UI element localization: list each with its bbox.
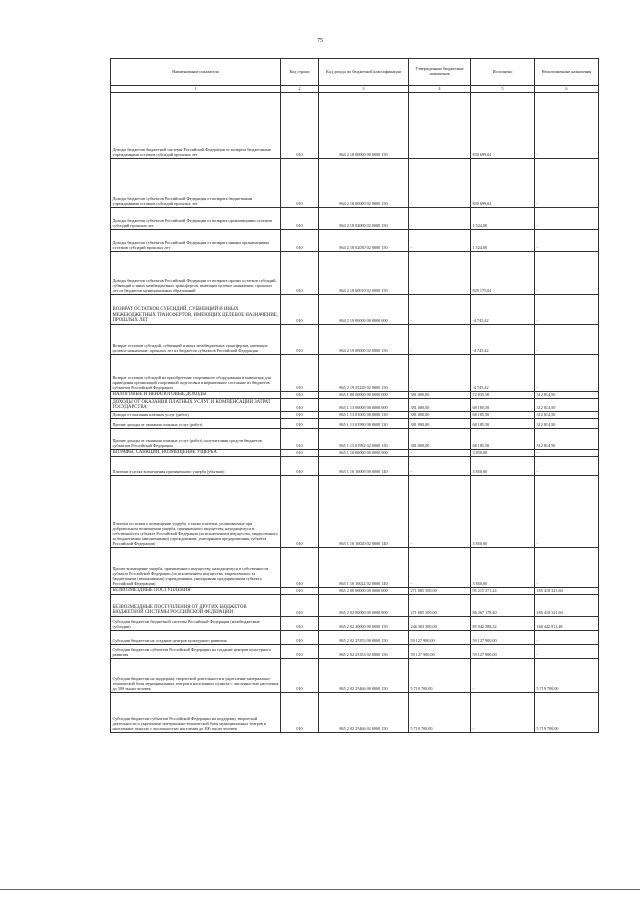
row-revenue-code: 864 2 18 60010 02 0000 150: [319, 252, 409, 295]
row-remaining: 312 814,50: [535, 399, 599, 412]
row-remaining: -: [535, 93, 599, 159]
row-line-code: 010: [281, 588, 319, 595]
row-indicator-name: Доходы от оказания платных услуг (работ): [111, 412, 281, 419]
row-indicator-name: Субсидии бюджетам субъектов Российской Федерации на поддержку творческой деятельности и укрепление материально-технической базы муниципальных театров в населенных пунктах с численностью населения до 300 тысяч человек: [111, 693, 281, 733]
row-approved: 5 719 700,00: [409, 659, 471, 693]
row-indicator-name: Субсидии бюджетам на создание центров культурного развития: [111, 631, 281, 645]
row-indicator-name: Прочие доходы от оказания платных услуг (работ): [111, 419, 281, 429]
table-row: [111, 595, 599, 617]
header-approved: Утвержденные бюджетные назначения: [409, 59, 471, 86]
table-row: [111, 476, 599, 548]
row-executed: -4 745,42: [471, 325, 535, 355]
row-executed: -: [471, 693, 535, 733]
page-bottom-rule: [0, 889, 640, 890]
row-approved: 381 000,00: [409, 399, 471, 412]
table-row: [111, 457, 599, 476]
row-indicator-name: Платежи в целях возмещения причиненного ущерба (убытков): [111, 457, 281, 476]
row-remaining: -: [535, 450, 599, 457]
row-revenue-code: 865 2 00 00000 00 0000 000: [319, 588, 409, 595]
row-indicator-name: ВОЗВРАТ ОСТАТКОВ СУБСИДИЙ, СУБВЕНЦИЙ И ИНЫХ МЕЖБЮДЖЕТНЫХ ТРАНСФЕРТОВ, ИМЕЮЩИХ ЦЕЛЕВОЕ НАЗНАЧЕНИЕ, ПРОШЛЫХ ЛЕТ: [111, 295, 281, 325]
row-executed: 59 127 900,00: [471, 631, 535, 645]
row-line-code: 010: [281, 252, 319, 295]
table-row: [111, 399, 599, 412]
row-revenue-code: 865 1 16 10022 02 0000 140: [319, 548, 409, 588]
row-executed: 829 175,04: [471, 252, 535, 295]
row-indicator-name: Доходы бюджетов бюджетной системы Российской Федерации от возврата бюджетными учреждениями остатков субсидий прошлых лет: [111, 93, 281, 159]
row-indicator-name: Доходы бюджетов субъектов Российской Федерации от возврата иными организациями остатков субсидий прошлых лет: [111, 230, 281, 252]
row-approved: -: [409, 159, 471, 208]
row-remaining: -: [535, 159, 599, 208]
table-row: [111, 450, 599, 457]
row-approved: 246 303 500,00: [409, 617, 471, 631]
table-row: [111, 159, 599, 208]
row-line-code: 010: [281, 693, 319, 733]
row-revenue-code: 864 2 18 00000 00 0000 150: [319, 93, 409, 159]
table-row: [111, 208, 599, 230]
row-executed: 72 035,50: [471, 392, 535, 399]
row-revenue-code: 865 1 00 00000 00 0000 000: [319, 392, 409, 399]
column-index: 6: [535, 86, 599, 93]
row-indicator-name: БЕЗВОЗМЕЗДНЫЕ ПОСТУПЛЕНИЯ: [111, 588, 281, 595]
row-remaining: 160 442 911,48: [535, 617, 599, 631]
row-approved: 59 127 900,00: [409, 631, 471, 645]
row-line-code: 010: [281, 392, 319, 399]
row-approved: -: [409, 252, 471, 295]
table-header-row: [111, 59, 599, 86]
row-executed: 3 850,00: [471, 476, 535, 548]
row-remaining: -: [535, 645, 599, 659]
row-executed: 68 185,50: [471, 429, 535, 450]
row-approved: 381 000,00: [409, 392, 471, 399]
row-line-code: 010: [281, 93, 319, 159]
row-remaining: -: [535, 230, 599, 252]
row-remaining: -: [535, 476, 599, 548]
table-row: [111, 617, 599, 631]
row-remaining: -: [535, 355, 599, 392]
column-index: 4: [409, 86, 471, 93]
row-approved: 5 719 700,00: [409, 693, 471, 733]
row-approved: 381 000,00: [409, 429, 471, 450]
row-executed: 59 127 900,00: [471, 645, 535, 659]
row-indicator-name: Субсидии бюджетам бюджетной системы Российской Федерации (межбюджетные субсидии): [111, 617, 281, 631]
header-revenue-code: Код дохода по бюджетной классификации: [319, 59, 409, 86]
table-row: [111, 659, 599, 693]
table-row: [111, 355, 599, 392]
row-line-code: 010: [281, 295, 319, 325]
row-revenue-code: 865 2 02 20000 00 0000 150: [319, 617, 409, 631]
row-revenue-code: 865 2 02 00000 00 0000 000: [319, 595, 409, 617]
row-remaining: 5 719 700,00: [535, 659, 599, 693]
row-line-code: 010: [281, 659, 319, 693]
row-remaining: 5 719 700,00: [535, 693, 599, 733]
table-body: [111, 93, 599, 733]
row-line-code: 010: [281, 208, 319, 230]
row-revenue-code: 864 2 18 02030 02 0000 150: [319, 230, 409, 252]
row-executed: 3 850,00: [471, 457, 535, 476]
row-remaining: -: [535, 295, 599, 325]
page-number: 75: [317, 38, 323, 44]
row-approved: -: [409, 457, 471, 476]
row-line-code: 010: [281, 548, 319, 588]
row-executed: 85 942 588,52: [471, 617, 535, 631]
row-revenue-code: 864 2 19 00000 02 0000 150: [319, 325, 409, 355]
table-row: [111, 429, 599, 450]
row-revenue-code: 865 1 16 10020 02 0000 140: [319, 476, 409, 548]
row-revenue-code: 864 2 18 02000 02 0000 150: [319, 208, 409, 230]
row-remaining: 312 814,50: [535, 392, 599, 399]
row-remaining: -: [535, 631, 599, 645]
revenue-report-table: [110, 58, 599, 733]
row-remaining: -: [535, 325, 599, 355]
row-indicator-name: ДОХОДЫ ОТ ОКАЗАНИЯ ПЛАТНЫХ УСЛУГ И КОМПЕНСАЦИИ ЗАТРАТ ГОСУДАРСТВА: [111, 399, 281, 412]
row-indicator-name: БЕЗВОЗМЕЗДНЫЕ ПОСТУПЛЕНИЯ ОТ ДРУГИХ БЮДЖЕТОВ БЮДЖЕТНОЙ СИСТЕМЫ РОССИЙСКОЙ ФЕДЕРАЦИИ: [111, 595, 281, 617]
column-index-row: [111, 86, 599, 93]
row-approved: 271 685 500,00: [409, 595, 471, 617]
row-remaining: 312 814,50: [535, 412, 599, 419]
row-executed: 68 185,50: [471, 412, 535, 419]
row-revenue-code: 865 2 02 25353 00 0000 150: [319, 631, 409, 645]
row-executed: 86 267 178,40: [471, 595, 535, 617]
row-approved: -: [409, 93, 471, 159]
column-index: 5: [471, 86, 535, 93]
table-row: [111, 412, 599, 419]
row-line-code: 010: [281, 595, 319, 617]
row-indicator-name: Платежи по искам о возмещении ущерба, а также платежи, уплачиваемые при добровольном возмещении ущерба, причиненного имуществу, находящемуся в собственности субъекта Российской Федерации (за исключением имущества, закрепленного за бюджетными (автономными) учреждениями, унитарными предприятиями субъекта Российской Федерации): [111, 476, 281, 548]
row-remaining: 312 814,50: [535, 429, 599, 450]
row-line-code: 010: [281, 325, 319, 355]
row-approved: 381 000,00: [409, 419, 471, 429]
row-revenue-code: 864 2 19 00000 00 0000 000: [319, 295, 409, 325]
table-row: [111, 93, 599, 159]
row-revenue-code: 865 2 19 25229 02 0000 150: [319, 355, 409, 392]
row-indicator-name: Субсидии бюджетам субъектов Российской Федерации на создание центров культурного развития: [111, 645, 281, 659]
row-executed: 3 850,00: [471, 548, 535, 588]
row-indicator-name: Доходы бюджетов субъектов Российской Федерации от возврата бюджетными учреждениями остатков субсидий прошлых лет: [111, 159, 281, 208]
row-approved: -: [409, 325, 471, 355]
table-row: [111, 631, 599, 645]
column-index: 3: [319, 86, 409, 93]
row-executed: 68 185,50: [471, 399, 535, 412]
row-revenue-code: 865 1 16 10000 00 0000 140: [319, 457, 409, 476]
row-executed: 830 699,04: [471, 93, 535, 159]
header-line-code: Код строки: [281, 59, 319, 86]
row-indicator-name: Доходы бюджетов субъектов Российской Федерации от возврата прочих остатков субсидий, субвенций и иных межбюджетных трансфертов, имеющих целевое назначение, прошлых лет из бюджетов муниципальных образований: [111, 252, 281, 295]
row-remaining: -: [535, 252, 599, 295]
table-row: [111, 392, 599, 399]
row-line-code: 010: [281, 450, 319, 457]
row-line-code: 010: [281, 457, 319, 476]
row-approved: 59 127 900,00: [409, 645, 471, 659]
row-line-code: 010: [281, 230, 319, 252]
row-indicator-name: Прочие доходы от оказания платных услуг (работ) получателями средств бюджетов субъектов Российской Федерации: [111, 429, 281, 450]
row-executed: -4 745,42: [471, 355, 535, 392]
row-revenue-code: 865 1 13 01992 02 0000 130: [319, 429, 409, 450]
row-executed: 830 699,04: [471, 159, 535, 208]
row-line-code: 010: [281, 617, 319, 631]
table-row: [111, 693, 599, 733]
row-executed: 68 185,50: [471, 419, 535, 429]
table-row: [111, 419, 599, 429]
row-remaining: 185 418 321,60: [535, 588, 599, 595]
row-approved: 271 685 500,00: [409, 588, 471, 595]
row-line-code: 010: [281, 476, 319, 548]
row-executed: 1 524,00: [471, 230, 535, 252]
row-revenue-code: 865 1 13 01990 00 0000 130: [319, 419, 409, 429]
row-revenue-code: 864 2 18 00000 02 0000 150: [319, 159, 409, 208]
row-approved: -: [409, 450, 471, 457]
row-indicator-name: Доходы бюджетов субъектов Российской Федерации от возврата организациями остатков субсидий прошлых лет: [111, 208, 281, 230]
row-remaining: -: [535, 457, 599, 476]
row-revenue-code: 865 2 02 25353 02 0000 150: [319, 645, 409, 659]
row-approved: 381 000,00: [409, 412, 471, 419]
row-line-code: 010: [281, 355, 319, 392]
row-revenue-code: 865 1 13 00000 00 0000 000: [319, 399, 409, 412]
row-line-code: 010: [281, 412, 319, 419]
row-line-code: 010: [281, 631, 319, 645]
header-executed: Исполнено: [471, 59, 535, 86]
table-row: [111, 588, 599, 595]
row-executed: -: [471, 659, 535, 693]
row-approved: -: [409, 548, 471, 588]
column-index: 2: [281, 86, 319, 93]
row-approved: -: [409, 355, 471, 392]
row-remaining: 185 418 321,60: [535, 595, 599, 617]
row-revenue-code: 865 2 02 25466 02 0000 150: [319, 693, 409, 733]
table-row: [111, 645, 599, 659]
row-approved: -: [409, 476, 471, 548]
row-indicator-name: Возврат остатков субсидий на приобретение спортивного оборудования и инвентаря для приведения организаций спортивной подготовки в нормативное состояние из бюджетов субъектов Российской Федерации: [111, 355, 281, 392]
row-executed: 1 524,00: [471, 208, 535, 230]
row-revenue-code: 865 1 16 00000 00 0000 000: [319, 450, 409, 457]
row-approved: -: [409, 295, 471, 325]
row-indicator-name: НАЛОГОВЫЕ И НЕНАЛОГОВЫЕ ДОХОДЫ: [111, 392, 281, 399]
table-row: [111, 325, 599, 355]
row-line-code: 010: [281, 159, 319, 208]
column-index: 1: [111, 86, 281, 93]
row-indicator-name: ШТРАФЫ, САНКЦИИ, ВОЗМЕЩЕНИЕ УЩЕРБА: [111, 450, 281, 457]
row-indicator-name: Прочее возмещение ущерба, причиненного имуществу, находящемуся в собственности субъекта Российской Федерации (за исключением имущества, закрепленного за бюджетными (автономными) учреждениями, унитарными предприятиями субъекта Российской Федерации): [111, 548, 281, 588]
row-line-code: 010: [281, 399, 319, 412]
row-executed: 3 850,00: [471, 450, 535, 457]
row-revenue-code: 865 1 13 01000 00 0000 130: [319, 412, 409, 419]
row-line-code: 010: [281, 645, 319, 659]
table-row: [111, 548, 599, 588]
row-remaining: -: [535, 548, 599, 588]
row-approved: -: [409, 230, 471, 252]
row-indicator-name: Субсидии бюджетам на поддержку творческой деятельности и укрепление материально-технической базы муниципальных театров в населенных пунктах с численностью населения до 300 тысяч человек: [111, 659, 281, 693]
row-executed: 95 215 371,24: [471, 588, 535, 595]
table-row: [111, 230, 599, 252]
row-revenue-code: 865 2 02 25466 00 0000 150: [319, 659, 409, 693]
row-remaining: -: [535, 208, 599, 230]
header-indicator-name: Наименование показателя: [111, 59, 281, 86]
row-line-code: 010: [281, 429, 319, 450]
row-indicator-name: Возврат остатков субсидий, субвенций и иных межбюджетных трансфертов, имеющих целевое назначение, прошлых лет из бюджетов субъектов Российской Федерации: [111, 325, 281, 355]
row-executed: -4 745,42: [471, 295, 535, 325]
header-remaining: Неисполненные назначения: [535, 59, 599, 86]
row-approved: -: [409, 208, 471, 230]
table-row: [111, 252, 599, 295]
table-row: [111, 295, 599, 325]
row-remaining: 312 814,50: [535, 419, 599, 429]
row-line-code: 010: [281, 419, 319, 429]
